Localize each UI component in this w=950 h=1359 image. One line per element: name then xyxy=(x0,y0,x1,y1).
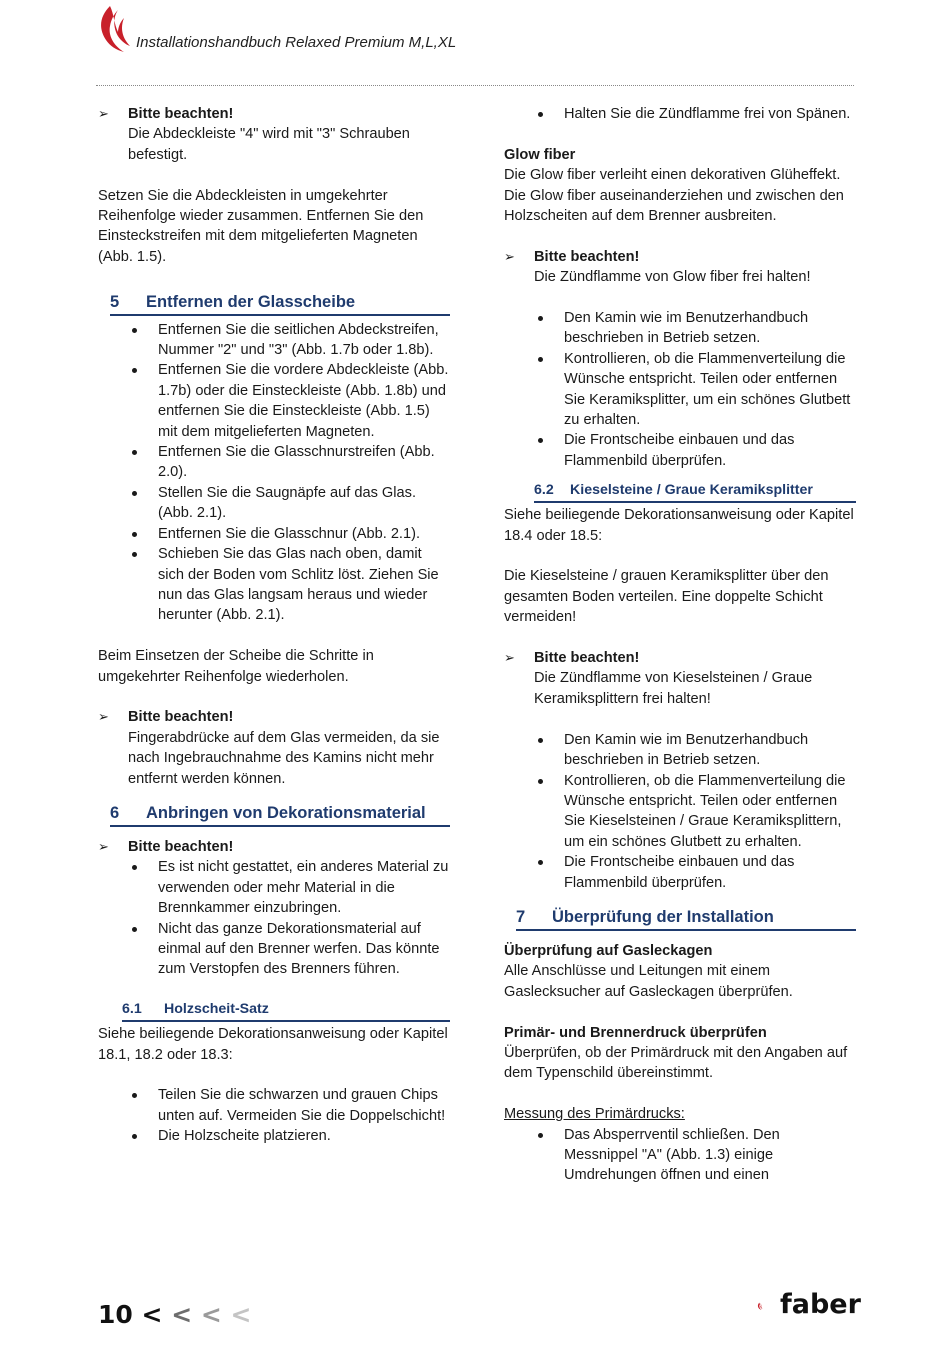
subheading-measurement: Messung des Primärdrucks: xyxy=(504,1106,685,1123)
list-item: Entfernen Sie die Glasschnur (Abb. 2.1). xyxy=(128,524,450,544)
left-column xyxy=(98,104,450,1147)
paragraph: Die Glow fiber verleiht einen dekorativen Glüheffekt. Die Glow fiber auseinanderziehen und zwischen den Holzscheiten auf dem Brenner ausbreiten. xyxy=(504,167,844,225)
list-item: Stellen Sie die Saugnäpfe auf das Glas. (Abb. 2.1). xyxy=(128,483,450,524)
paragraph: Alle Anschlüsse und Leitungen mit einem Gaslecksucher auf Gasleckagen überprüfen. xyxy=(504,963,793,1000)
paragraph: Überprüfen, ob der Primärdruck mit den Angaben auf dem Typenschild übereinstimmt. xyxy=(504,1044,848,1082)
note-4 xyxy=(504,247,856,288)
list-item: Kontrollieren, ob die Flammenverteilung die Wünsche entspricht. Teilen oder entfernen Sie Kieselsteinen / Graue Keramiksplittern, um ein schönes Glutbett zu erhalten. xyxy=(534,771,856,853)
paragraph: Setzen Sie die Abdeckleisten in umgekehrter Reihenfolge wieder zusammen. Entfernen Sie den Einsteckstreifen mit dem mitgelieferten Magneten (Abb. 1.5). xyxy=(98,187,424,265)
note-1 xyxy=(98,104,450,165)
section-6-1-heading: 6.1 Holzscheit-Satz xyxy=(122,1000,450,1022)
subheading-gas-leak: Überprüfung auf Gasleckagen xyxy=(504,942,713,959)
list-item: Das Absperrventil schließen. Den Messnippel "A" (Abb. 1.3) einige Umdrehungen öffnen und einen xyxy=(534,1125,856,1186)
chevron-left-icon: < xyxy=(200,1300,222,1329)
list-section-5 xyxy=(98,320,450,626)
list-item: Teilen Sie die schwarzen und grauen Chips unten auf. Vermeiden Sie die Doppelschicht! xyxy=(128,1085,450,1126)
list-item: Die Frontscheibe einbauen und das Flammenbild überprüfen. xyxy=(534,852,856,893)
note-title: Bitte beachten! xyxy=(128,838,234,855)
section-7-heading: 7 Überprüfung der Installation xyxy=(516,907,856,931)
subheading-glow-fiber: Glow fiber xyxy=(504,146,576,163)
page-number: 10 < < < < xyxy=(98,1300,252,1329)
list-item: Nicht das ganze Dekorationsmaterial auf einmal auf den Brenner werfen. Das könnte zum Verstopfen des Brenners führen. xyxy=(128,919,450,980)
brand-wordmark: faber xyxy=(780,1289,861,1320)
list-item: Entfernen Sie die vordere Abdeckleiste (Abb. 1.7b) oder die Einsteckleiste (Abb. 1.8b) und entfernen Sie die Einsteckleiste (Abb. 1.5) mit dem mitgelieferten Magneten. xyxy=(128,360,450,442)
list-item: Entfernen Sie die seitlichen Abdeckstreifen, Nummer "2" und "3" (Abb. 1.7b oder 1.8b). xyxy=(128,320,450,361)
list-glow xyxy=(504,308,856,471)
arrow-bullet-icon: ➢ xyxy=(504,650,515,666)
note-title: Bitte beachten! xyxy=(128,106,234,122)
note-text: Fingerabdrücke auf dem Glas vermeiden, da sie nach Ingebrauchnahme des Kamins nicht mehr entfernt werden können. xyxy=(128,729,440,787)
section-5-heading: 5 Entfernen der Glasscheibe xyxy=(110,292,450,316)
list-item: Halten Sie die Zündflamme frei von Spänen. xyxy=(534,104,856,124)
arrow-bullet-icon: ➢ xyxy=(98,838,109,854)
note-text: Die Abdeckleiste "4" wird mit "3" Schrauben befestigt. xyxy=(128,126,410,163)
list-measure xyxy=(504,1125,856,1186)
list-top xyxy=(504,104,856,124)
faber-flame-logo-icon xyxy=(96,2,132,54)
chevron-left-icon: < xyxy=(230,1300,252,1329)
list-section-6-1 xyxy=(98,1085,450,1146)
header-title: Installationshandbuch Relaxed Premium M,L,XL xyxy=(136,34,457,51)
arrow-bullet-icon: ➢ xyxy=(504,248,515,264)
note-2 xyxy=(98,707,450,789)
note-text: Die Zündflamme von Kieselsteinen / Graue Keramiksplittern frei halten! xyxy=(534,670,813,707)
arrow-bullet-icon: ➢ xyxy=(98,106,109,121)
chevron-left-icon: < xyxy=(141,1300,163,1329)
list-item: Den Kamin wie im Benutzerhandbuch beschrieben in Betrieb setzen. xyxy=(534,730,856,771)
right-column xyxy=(504,104,856,1186)
note-5 xyxy=(504,648,856,709)
list-item: Schieben Sie das Glas nach oben, damit sich der Boden vom Schlitz löst. Ziehen Sie nun das Glas langsam heraus und wieder herunter (Abb. 2.1). xyxy=(128,544,450,626)
subheading-pressure: Primär- und Brennerdruck überprüfen xyxy=(504,1024,767,1041)
section-6-heading: 6 Anbringen von Dekorationsmaterial xyxy=(110,803,450,827)
list-item: Kontrollieren, ob die Flammenverteilung die Wünsche entspricht. Teilen oder entfernen Sie Keramiksplitter, um ein schönes Glutbett zu erhalten. xyxy=(534,349,856,431)
header-divider xyxy=(96,85,854,86)
note-3 xyxy=(98,837,450,980)
list-item: Entfernen Sie die Glasschnurstreifen (Abb. 2.0). xyxy=(128,442,450,483)
arrow-bullet-icon: ➢ xyxy=(98,709,109,725)
note-text: Die Zündflamme von Glow fiber frei halten! xyxy=(534,269,811,286)
list-item: Den Kamin wie im Benutzerhandbuch beschrieben in Betrieb setzen. xyxy=(534,308,856,349)
list-section-6 xyxy=(128,857,450,979)
note-title: Bitte beachten! xyxy=(534,650,640,667)
faber-flame-logo-icon xyxy=(757,1288,781,1324)
list-kiesel xyxy=(504,730,856,893)
chevron-left-icon: < xyxy=(171,1300,193,1329)
section-6-2-heading: 6.2 Kieselsteine / Graue Keramiksplitter xyxy=(534,481,856,503)
note-title: Bitte beachten! xyxy=(128,709,234,726)
paragraph: Beim Einsetzen der Scheibe die Schritte in umgekehrter Reihenfolge wiederholen. xyxy=(98,648,374,685)
paragraph: Die Kieselsteine / grauen Keramiksplitter über den gesamten Boden verteilen. Eine doppelte Schicht vermeiden! xyxy=(504,568,829,626)
paragraph: Siehe beiliegende Dekorationsanweisung oder Kapitel 18.1, 18.2 oder 18.3: xyxy=(98,1026,448,1063)
note-title: Bitte beachten! xyxy=(534,248,640,265)
list-item: Die Frontscheibe einbauen und das Flammenbild überprüfen. xyxy=(534,430,856,471)
list-item: Die Holzscheite platzieren. xyxy=(128,1126,450,1146)
paragraph: Siehe beiliegende Dekorationsanweisung oder Kapitel 18.4 oder 18.5: xyxy=(504,507,854,544)
list-item: Es ist nicht gestattet, ein anderes Material zu verwenden oder mehr Material in die Brennkammer einzubringen. xyxy=(128,857,450,918)
